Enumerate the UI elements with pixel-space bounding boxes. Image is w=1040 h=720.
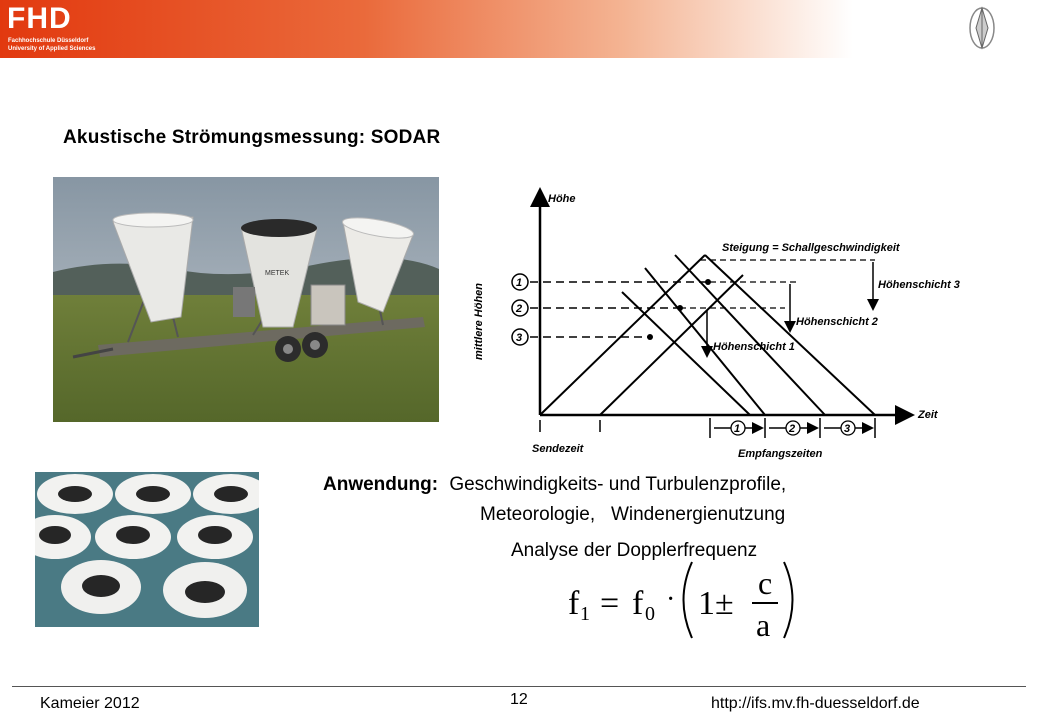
time-axis-label: Zeit <box>918 409 938 421</box>
bracket-marker-3: 3 <box>844 423 851 435</box>
formula-denominator: a <box>756 607 771 643</box>
slope-label: Steigung = Schallgeschwindigkeit <box>722 242 900 254</box>
sodar-time-height-diagram <box>460 180 1005 465</box>
logo-letters: FHD <box>7 2 72 35</box>
bracket-marker-1: 1 <box>734 423 741 435</box>
footer-url: http://ifs.mv.fh-duesseldorf.de <box>711 695 920 712</box>
footer-author: Kameier 2012 <box>40 695 140 712</box>
svg-text:METEK: METEK <box>265 270 290 277</box>
logo-line-2: University of Applied Sciences <box>8 46 96 52</box>
layer-2-label: Höhenschicht 2 <box>796 316 878 328</box>
application-line-1 <box>323 474 786 496</box>
formula-equals: = <box>600 585 620 622</box>
formula-one-pm: 1± <box>698 585 734 622</box>
formula-sub0: 0 <box>645 603 655 625</box>
fhd-logo <box>5 2 97 56</box>
marker-2: 2 <box>516 303 523 315</box>
mean-heights-label: mittlere Höhen <box>473 282 485 360</box>
application-text-1: Geschwindigkeits- und Turbulenzprofile, <box>449 474 787 495</box>
marker-1: 1 <box>516 277 523 289</box>
marker-3: 3 <box>516 332 523 344</box>
layer-3-label: Höhenschicht 3 <box>878 279 960 291</box>
sodar-trailer-photo <box>53 177 439 422</box>
absorber-filters-photo <box>35 472 259 627</box>
application-label: Anwendung: <box>323 474 439 495</box>
header-band <box>0 0 1040 58</box>
emblem-icon <box>962 3 1002 53</box>
slide-title: Akustische Strömungsmessung: SODAR <box>63 127 441 148</box>
formula-sub1: 1 <box>580 603 590 625</box>
formula-dot: · <box>666 584 676 615</box>
send-time-label: Sendezeit <box>532 443 584 455</box>
application-line-2: Meteorologie, Windenergienutzung <box>480 504 786 525</box>
formula-numerator: c <box>758 565 773 601</box>
bracket-marker-2: 2 <box>789 423 796 435</box>
height-axis-label: Höhe <box>548 193 576 205</box>
layer-1-label: Höhenschicht 1 <box>713 341 795 353</box>
footer-divider <box>12 686 1026 687</box>
page-number: 12 <box>510 691 528 708</box>
formula-f0: f <box>632 585 644 622</box>
receive-times-label: Empfangszeiten <box>738 448 823 460</box>
doppler-analysis-text: Analyse der Dopplerfrequenz <box>511 540 758 561</box>
doppler-formula <box>560 558 800 643</box>
logo-line-1: Fachhochschule Düsseldorf <box>8 38 89 44</box>
formula-f1: f <box>568 585 580 622</box>
